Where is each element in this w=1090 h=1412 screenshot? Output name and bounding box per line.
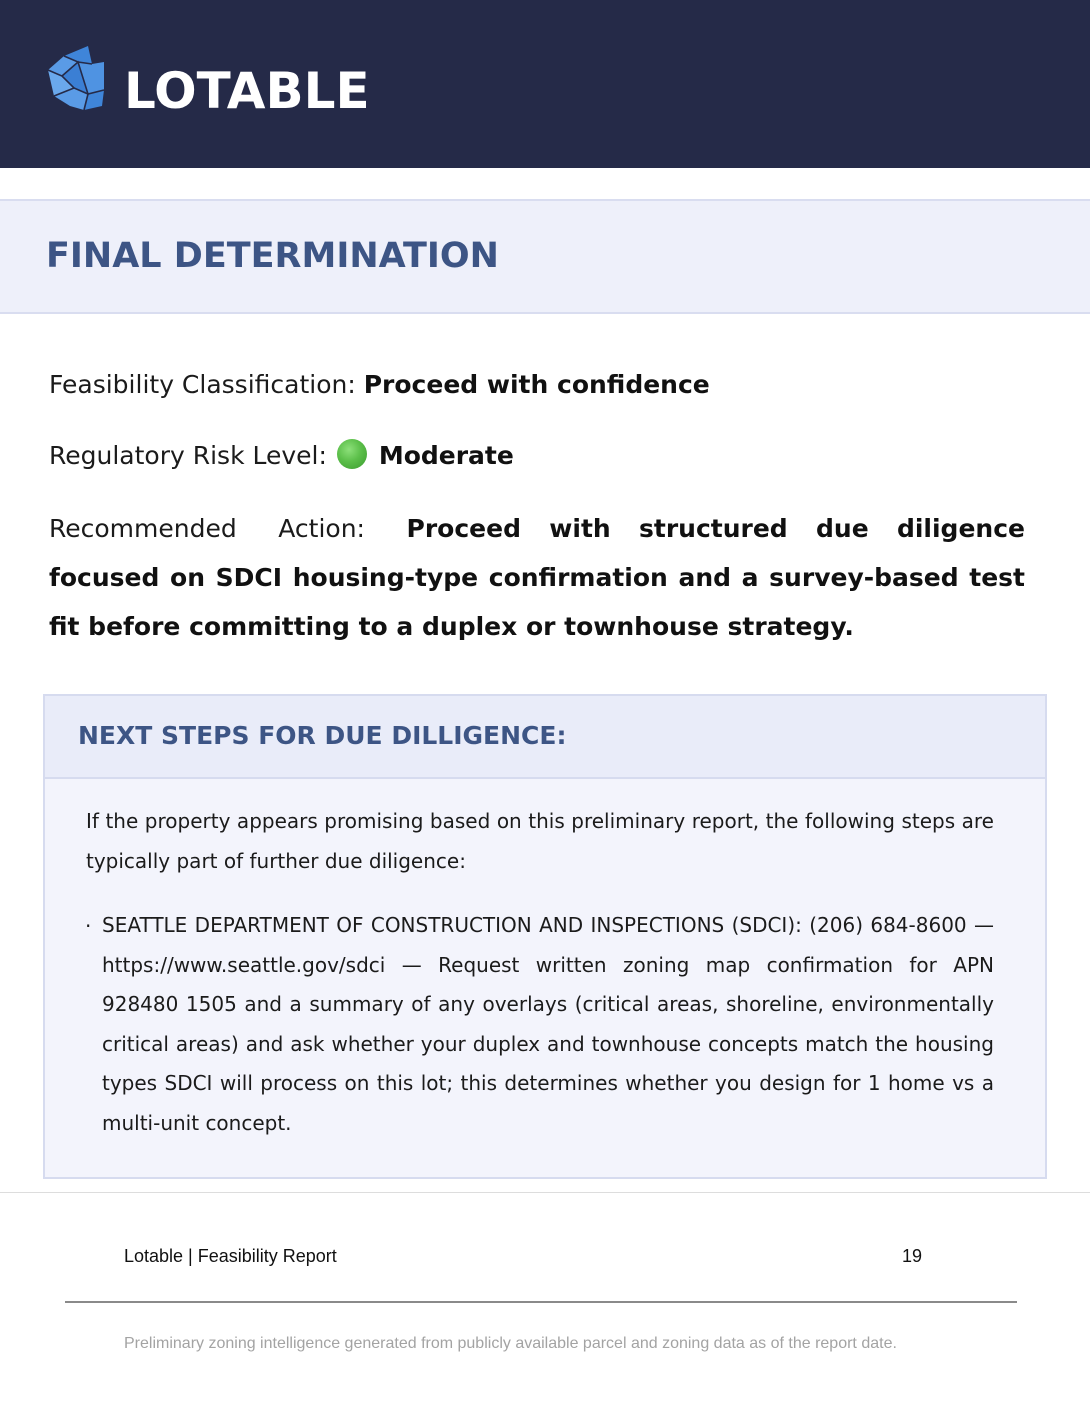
feasibility-label: Feasibility Classification: xyxy=(49,370,364,399)
feasibility-value: Proceed with confidence xyxy=(363,370,710,399)
footer-report-label: Lotable | Feasibility Report xyxy=(124,1246,337,1266)
page-title: FINAL DETERMINATION xyxy=(46,236,499,276)
next-steps-item-sdci: SEATTLE DEPARTMENT OF CONSTRUCTION AND INSPECTIONS (SDCI): (206) 684-8600 — https://www.seattle.gov/sdci — Request written zoning map confirmation for APN 928480 1505 and a summary of any overlays (critical areas, shoreline, environmentally critical areas) and ask whether your duplex and townhouse concepts match the housing types SDCI will process on this lot; this determines whether you design for 1 home vs a multi-unit concept. xyxy=(102,913,994,1135)
footer-page-number: 19 xyxy=(901,1246,922,1266)
risk-value: Moderate xyxy=(378,441,514,470)
report-header xyxy=(0,0,1090,168)
next-steps-title: NEXT STEPS FOR DUE DILLIGENCE: xyxy=(78,721,567,750)
brand-name: LOTABLE xyxy=(124,62,370,120)
risk-label: Regulatory Risk Level: xyxy=(49,441,335,470)
action-label: Recommended Action: xyxy=(49,514,407,543)
recommended-action xyxy=(49,504,1025,651)
next-steps-intro: If the property appears promising based on this preliminary report, the following steps are typically part of further due diligence: xyxy=(86,809,994,873)
divider xyxy=(0,1192,1090,1193)
green-circle-icon xyxy=(337,439,367,469)
next-steps-box xyxy=(43,694,1047,1179)
next-steps-header xyxy=(45,696,1045,779)
feasibility-classification xyxy=(49,367,710,403)
footer-divider xyxy=(65,1301,1017,1303)
regulatory-risk-level xyxy=(49,438,514,474)
bullet-icon: · xyxy=(85,914,92,938)
footer-disclaimer: Preliminary zoning intelligence generated from publicly available parcel and zoning data as of the report date. xyxy=(124,1335,897,1352)
action-value: Proceed with structured due diligence focused on SDCI housing-type confirmation and a survey-based test fit before committing to a duplex or townhouse strategy. xyxy=(49,514,1025,641)
lotable-logo-icon xyxy=(44,44,108,114)
